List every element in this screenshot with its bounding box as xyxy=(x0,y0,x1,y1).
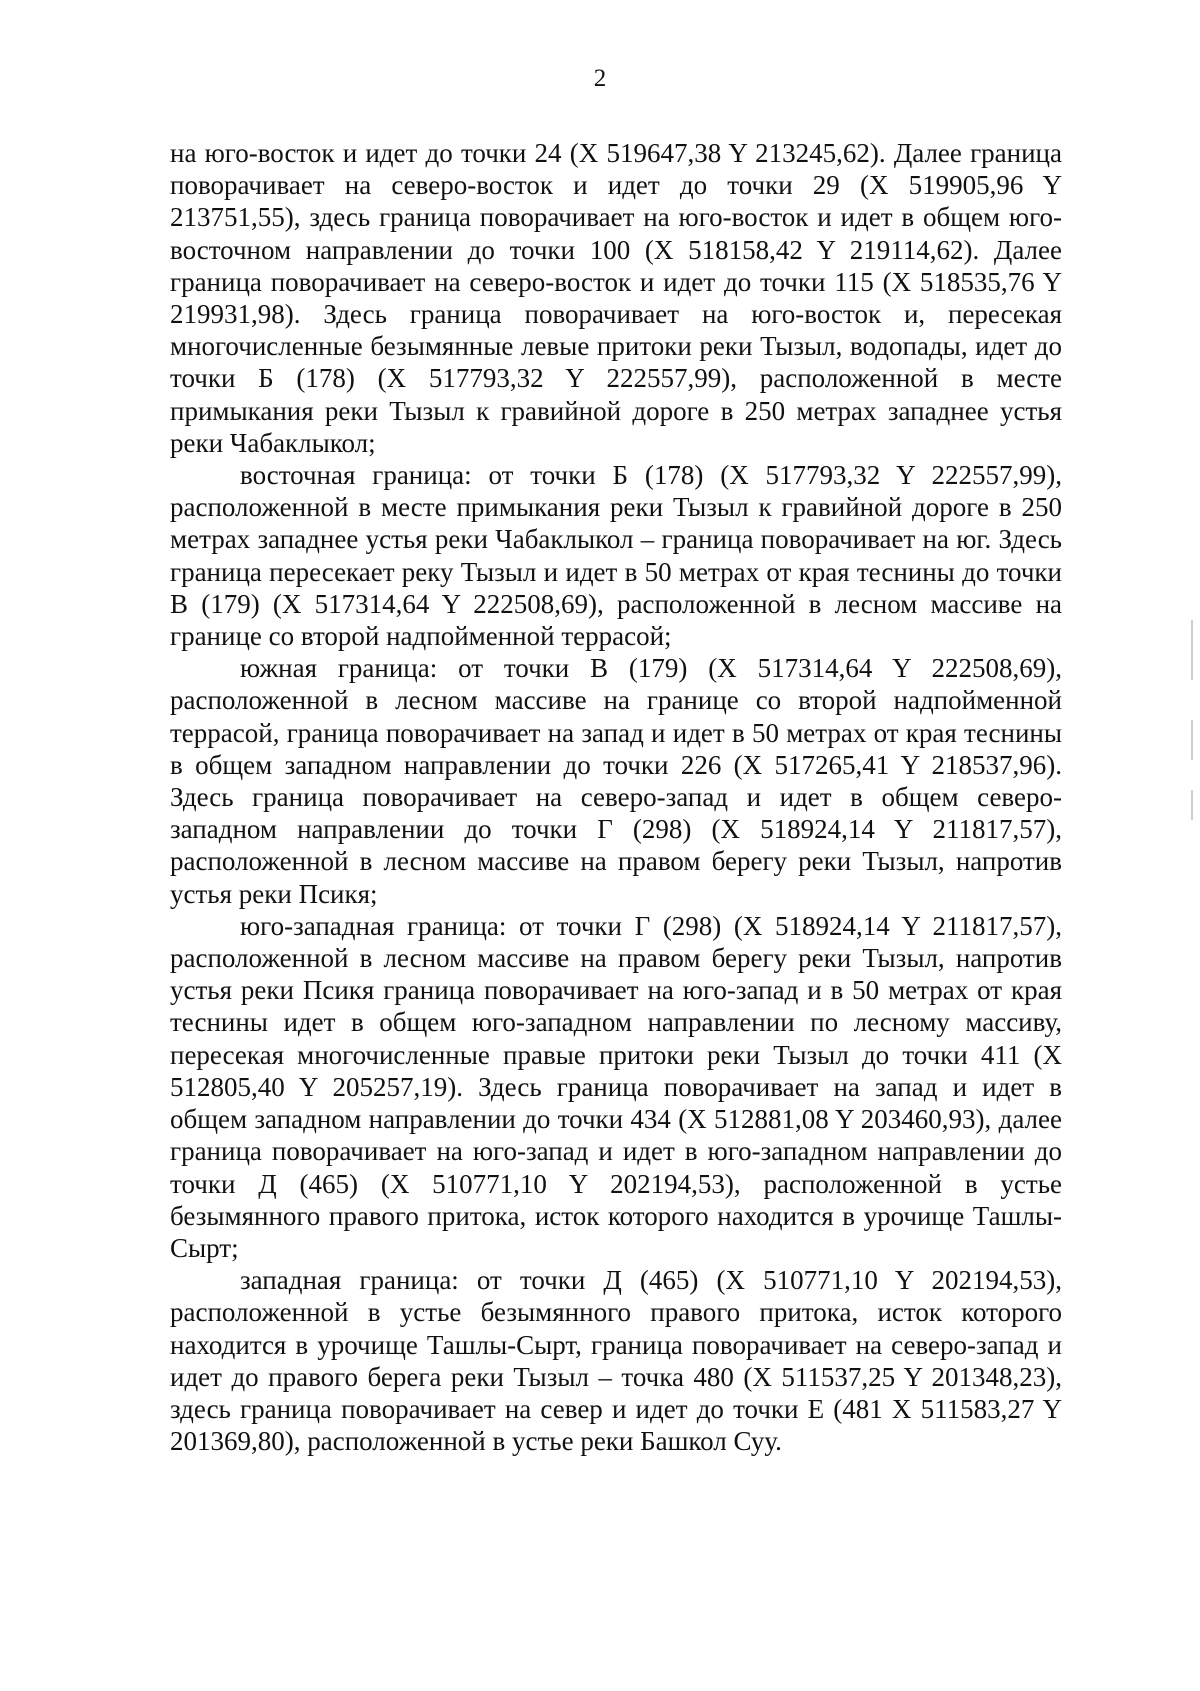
paragraph-western-border: западная граница: от точки Д (465) (X 510771,10 Y 202194,53), расположенной в устье безымянного правого притока, исток которого находится в урочище Ташлы-Сырт, граница поворачивает на северо-запад и идет до правого берега реки Тызыл – точка 480 (X 511537,25 Y 201348,23), здесь граница поворачивает на север и идет до точки Е (481 X 511583,27 Y 201369,80), расположенной в устье реки Башкол Суу. xyxy=(170,1265,1062,1457)
scan-edge-mark xyxy=(1191,790,1193,820)
paragraph-southern-border: южная граница: от точки В (179) (X 517314,64 Y 222508,69), расположенной в лесном массиве на границе со второй надпойменной террасой, граница поворачивает на запад и идет в 50 метрах от края теснины в общем западном направлении до точки 226 (X 517265,41 Y 218537,96). Здесь граница поворачивает на северо-запад и идет в общем северо-западном направлении до точки Г (298) (X 518924,14 Y 211817,57), расположенной в лесном массиве на правом берегу реки Тызыл, напротив устья реки Псикя; xyxy=(170,653,1062,909)
paragraph-eastern-border: восточная граница: от точки Б (178) (X 517793,32 Y 222557,99), расположенной в месте примыкания реки Тызыл к гравийной дороге в 250 метрах западнее устья реки Чабаклыкол – граница поворачивает на юг. Здесь граница пересекает реку Тызыл и идет в 50 метрах от края теснины до точки В (179) (X 517314,64 Y 222508,69), расположенной в лесном массиве на границе со второй надпойменной террасой; xyxy=(170,460,1062,652)
scan-edge-mark xyxy=(1191,720,1193,760)
scan-edge-mark xyxy=(1191,620,1193,680)
paragraph-southwestern-border: юго-западная граница: от точки Г (298) (X 518924,14 Y 211817,57), расположенной в лесном массиве на правом берегу реки Тызыл, напротив устья реки Псикя граница поворачивает на юго-запад и в 50 метрах от края теснины идет в общем юго-западном направлении по лесному массиву, пересекая многочисленные правые притоки реки Тызыл до точки 411 (X 512805,40 Y 205257,19). Здесь граница поворачивает на запад и идет в общем западном направлении до точки 434 (X 512881,08 Y 203460,93), далее граница поворачивает на юго-запад и идет в юго-западном направлении до точки Д (465) (X 510771,10 Y 202194,53), расположенной в устье безымянного правого притока, исток которого находится в урочище Ташлы-Сырт; xyxy=(170,910,1062,1263)
paragraph-continuation: на юго-восток и идет до точки 24 (X 519647,38 Y 213245,62). Далее граница поворачивает на северо-восток и идет до точки 29 (X 519905,96 Y 213751,55), здесь граница поворачивает на юго-восток и идет в общем юго-восточном направлении до точки 100 (X 518158,42 Y 219114,62). Далее граница поворачивает на северо-восток и идет до точки 115 (X 518535,76 Y 219931,98). Здесь граница поворачивает на юго-восток и, пересекая многочисленные безымянные левые притоки реки Тызыл, водопады, идет до точки Б (178) (X 517793,32 Y 222557,99), расположенной в месте примыкания реки Тызыл к гравийной дороге в 250 метрах западнее устья реки Чабаклыкол; xyxy=(170,138,1062,458)
page-number: 2 xyxy=(593,65,607,92)
document-body xyxy=(170,137,1062,1457)
